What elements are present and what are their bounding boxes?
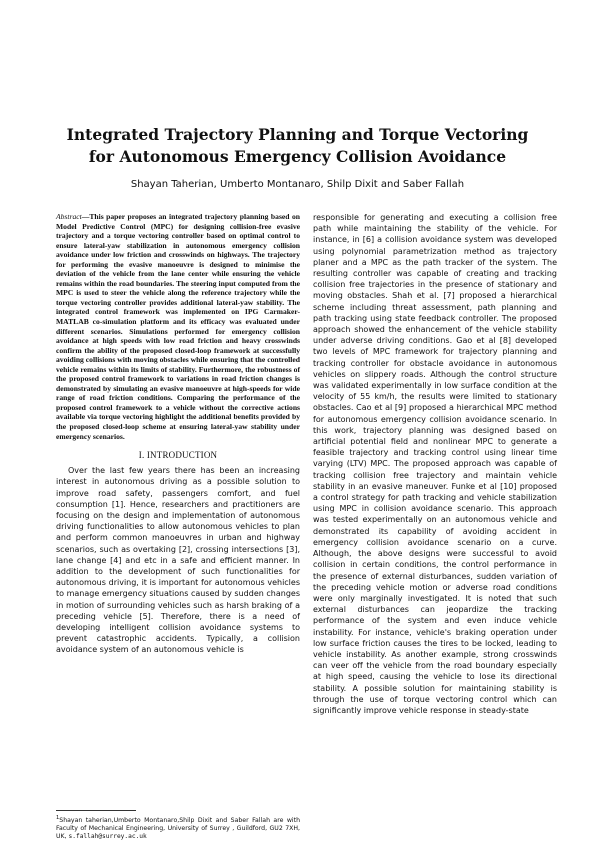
- intro-paragraph-left: Over the last few years there has been an increasing interest in autonomous driving as a possible solution to improve road safety, passengers comfort, and fuel consumption [1]. Hence, researchers and practitioners are focusing on the design and implementation of autonomous driving functionalities to allow autonomous vehicles to plan and perform common manoeuvres in urban and highway scenarios, such as overtaking [2], crossing intersections [3], lane change [4] and etc in a safe and efficient manner. In addition to the development of such functionalities for autonomous driving, it is important for autonomous vehicles to manage emergency situations caused by sudden changes in motion of surrounding vehicles such as harsh braking of a preceding vehicle [5]. Therefore, there is a need of developing intelligent collision avoidance systems to prevent catastrophic accidents. Typically, a collision avoidance system of an autonomous vehicle is: [56, 466, 300, 655]
- left-column: [56, 212, 300, 656]
- right-column: [313, 212, 557, 716]
- abstract-label: Abstract: [56, 212, 82, 221]
- footnote-mark: 1: [56, 815, 60, 821]
- section-heading-introduction: I. INTRODUCTION: [138, 450, 218, 461]
- abstract-text: —This paper proposes an integrated trajectory planning based on Model Predictive Control (MPC) for designing collision-free evasive trajectory and a torque vectoring controller based on optimal control to ensure lateral-yaw stabilization in autonomous emergency collision avoidance under low friction and crosswinds on highways. The trajectory for performing the evasive manoeuvre is designed to minimise the deviation of the vehicle from the lane center while ensuring the vehicle remains within the road boundaries. The steering input computed from the MPC is used to steer the vehicle along the reference trajectory while the torque vectoring controller provides additional lateral-yaw stability. The integrated control framework was implemented on IPG Carmaker-MATLAB co-simulation platform and its efficacy was evaluated under different scenarios. Simulations performed for emergency collision avoidance at high speeds with low road friction and heavy crosswinds confirm the ability of the proposed closed-loop framework at successfully avoiding collisions with moving obstacles while ensuring that the controlled vehicle remains within its limits of stability. Furthermore, the robustness of the proposed control framework to variations in road friction changes is demonstrated by simulating an evasive manoeuvre at high-speeds for wide range of road friction conditions. Comparing the performance of the proposed control framework to a vehicle without the corrective actions available via torque vectoring highlight the additional benefits provided by the proposed closed-loop scheme at ensuring lateral-yaw stability under emergency scenarios.: [56, 212, 300, 441]
- abstract: [56, 212, 300, 441]
- intro-paragraph-right: responsible for generating and executing a collision free path while maintaining the stability of the vehicle. For instance, in [6] a collision avoidance system was developed using polynomial parametrization method as trajectory planer and a MPC as the path tracker of the system. The resulting controller was capable of creating and tracking collision free trajectories in the presence of stationary and moving obstacles. Shah et al. [7] proposed a hierarchical scheme including threat assessment, path planning and path tracking using state feedback controller. The proposed approach showed the enhancement of the vehicle stability under adverse driving conditions. Gao et al [8] developed two levels of MPC framework for trajectory planning and tracking controller for obstacle avoidance in autonomous vehicles on slippery roads. Although the control structure was validated experimentally in low surface condition at the velocity of 55 km/h, the results were limited to stationary obstacles. Cao et al [9] proposed a hierarchical MPC method for autonomous emergency collision avoidance scenario. In this work, trajectory planning was designed based on artificial potential field and nonlinear MPC to generate a feasible trajectory and tracking control using linear time varying (LTV) MPC. The proposed approach was capable of tracking collision free trajectory and maintain vehicle stability in an evasive maneuver. Funke et al [10] proposed a control strategy for path tracking and vehicle stabilization using MPC in collision avoidance scenario. This approach was tested experimentally on an autonomous vehicle and demonstrated its capability of avoiding accident in emergency collision avoidance scenario on a curve. Although, the above designs were successful to avoid collision in certain conditions, the control performance in the presence of external disturbances, sudden variation of the preceding vehicle motion or adverse road conditions were only marginally investigated. It is noted that such external disturbances can jeopardize the tracking performance of the system and even induce vehicle instability. For instance, vehicle's braking operation under low surface friction causes the tires to be locked, leading to vehicle instability. As another example, strong crosswinds can veer off the vehicle from the road boundary especially at high speed, causing the vehicle to lose its directional stability. A possible solution for maintaining stability is through the use of torque vectoring control which can significantly improve vehicle response in steady-state: [313, 213, 557, 715]
- footnote-divider: [56, 810, 136, 811]
- author-email: s.fallah@surrey.ac.uk: [68, 833, 147, 841]
- author-list: Shayan Taherian, Umberto Montanaro, Shilp Dixit and Saber Fallah: [130, 179, 465, 190]
- paper-title: Integrated Trajectory Planning and Torque Vectoring for Autonomous Emergency Collision Avoidance: [66, 125, 529, 166]
- footnote-text: Shayan taherian,Umberto Montanaro,Shilp Dixit and Saber Fallah are with Faculty of Mechanical Engineering, University of Surrey , Guildford, GU2 7XH, UK,: [56, 817, 300, 841]
- author-affiliation-footnote: [56, 814, 300, 842]
